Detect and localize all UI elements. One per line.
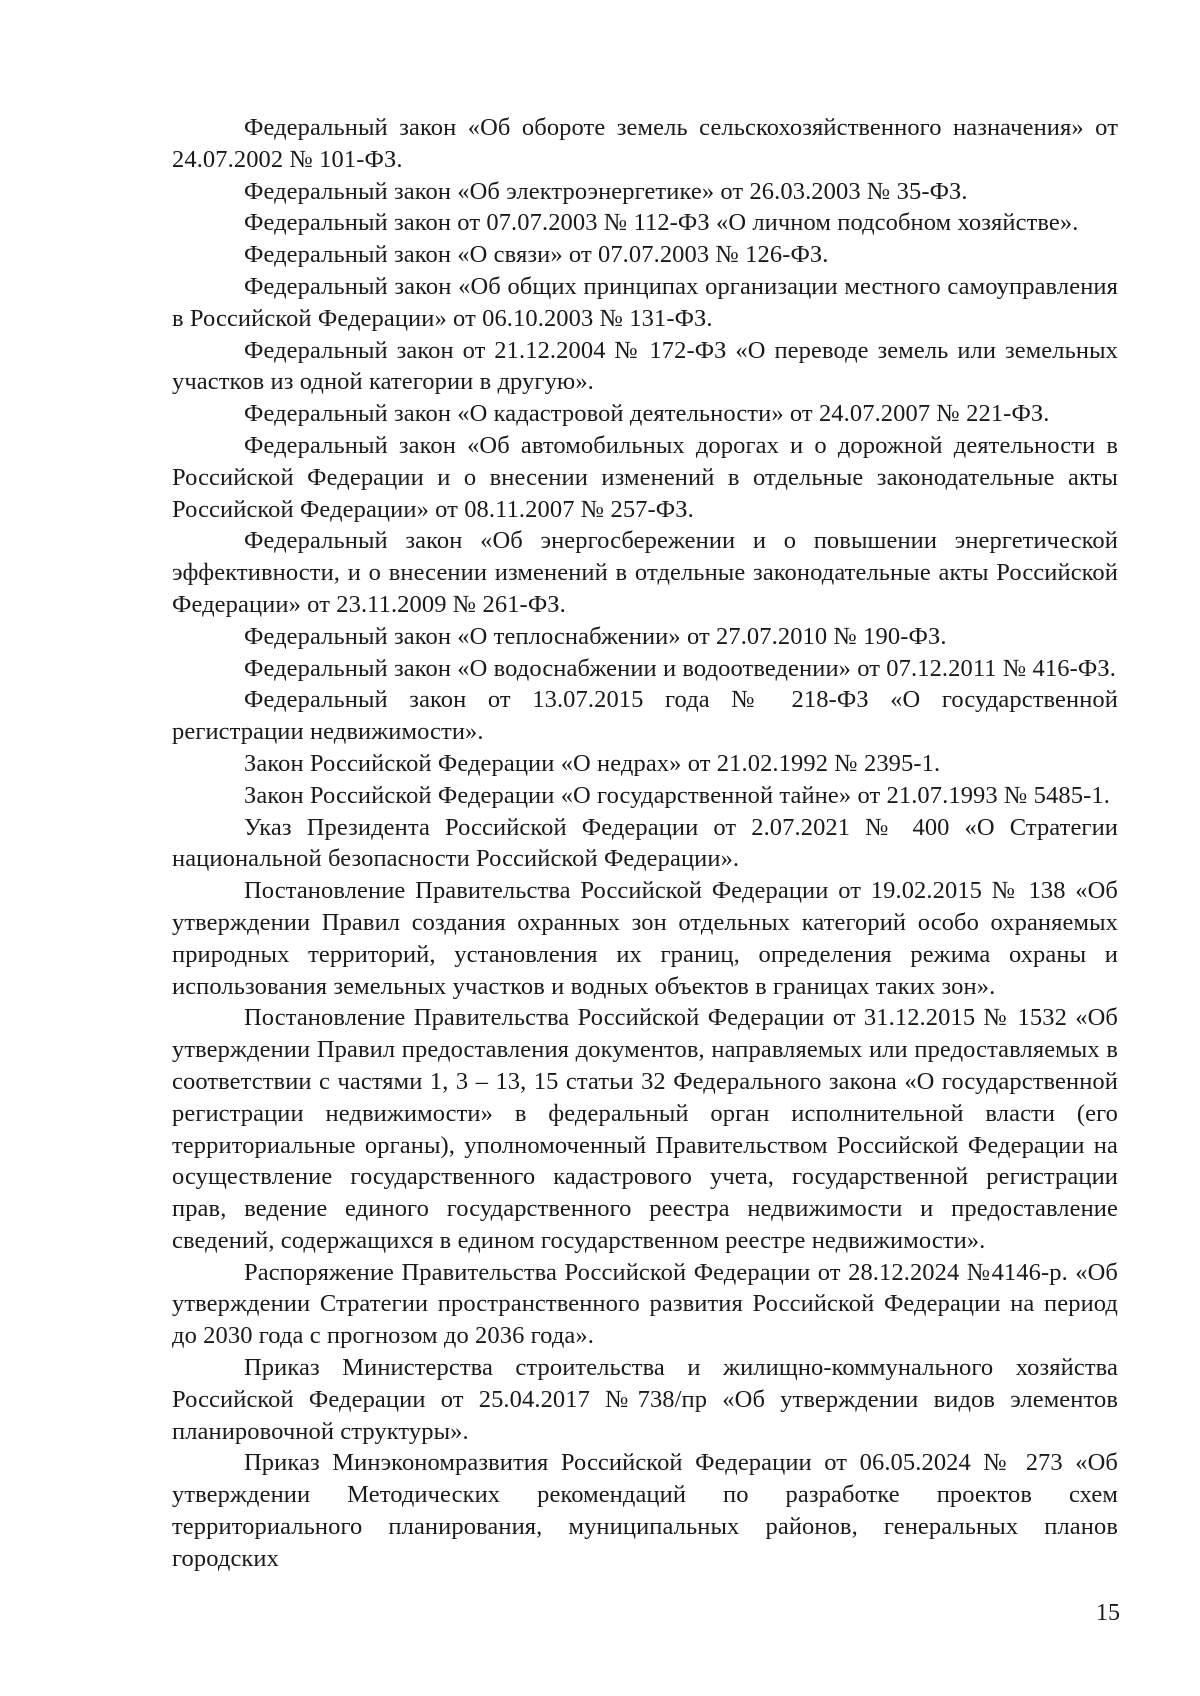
paragraph: Федеральный закон «О связи» от 07.07.2003 № 126-ФЗ. xyxy=(244,241,829,269)
paragraph: Приказ Минэкономразвития Российской Федерации от 06.05.2024 № 273 «Об утверждении Методических рекомендаций по разработке проектов схем территориального планирования, муниципальных районов, генеральных планов городских xyxy=(172,1449,1118,1572)
paragraph: Федеральный закон «О теплоснабжении» от 27.07.2010 № 190-ФЗ. xyxy=(244,622,947,650)
paragraph: Федеральный закон «Об энергосбережении и о повышении энергетической эффективности, и о внесении изменений в отдельные законодательные акты Российской Федерации» от 23.11.2009 № 261-ФЗ. xyxy=(172,527,1118,618)
page-number: 15 xyxy=(1096,1600,1120,1626)
paragraph: Федеральный закон «О кадастровой деятельности» от 24.07.2007 № 221-ФЗ. xyxy=(244,400,1050,428)
paragraph: Федеральный закон «Об обороте земель сельскохозяйственного назначения» от 24.07.2002 № 101-ФЗ. xyxy=(172,114,1118,173)
paragraph: Федеральный закон «Об общих принципах организации местного самоуправления в Российской Федерации» от 06.10.2003 № 131-ФЗ. xyxy=(172,272,1118,332)
paragraph: Постановление Правительства Российской Федерации от 19.02.2015 № 138 «Об утверждении Правил создания охранных зон отдельных категорий особо охраняемых природных территорий, установления их границ, определения режима охраны и использования земельных участков и водных объектов в границах таких зон». xyxy=(172,877,1118,1000)
paragraph: Федеральный закон «Об автомобильных дорогах и о дорожной деятельности в Российской Федерации и о внесении изменений в отдельные законодательные акты Российской Федерации» от 08.11.2007 № 257-ФЗ. xyxy=(172,431,1118,523)
paragraph: Закон Российской Федерации «О государственной тайне» от 21.07.1993 № 5485-1. xyxy=(244,781,1110,809)
paragraph: Распоряжение Правительства Российской Федерации от 28.12.2024 №4146-р. «Об утверждении Стратегии пространственного развития Российской Федерации на период до 2030 года с прогнозом до 2036 года». xyxy=(172,1258,1118,1350)
paragraph: Постановление Правительства Российской Федерации от 31.12.2015 № 1532 «Об утверждении Правил предоставления документов, направляемых или предоставляемых в соответствии с частями 1, 3 – 13, 15 статьи 32 Федерального закона «О государственной регистрации недвижимости» в федеральный орган исполнительной власти (его территориальные органы), уполномоченный Правительством Российской Федерации на осуществление государственного кадастрового учета, государственной регистрации прав, ведение единого государственного реестра недвижимости и предоставление сведений, содержащихся в едином государственном реестре недвижимости». xyxy=(172,1004,1118,1254)
paragraph: Закон Российской Федерации «О недрах» от 21.02.1992 № 2395-1. xyxy=(244,749,941,777)
paragraph: Приказ Министерства строительства и жилищно-коммунального хозяйства Российской Федерации от 25.04.2017 №738/пр «Об утверждении видов элементов планировочной структуры». xyxy=(172,1354,1118,1445)
paragraph: Федеральный закон от 13.07.2015 года № 218-ФЗ «О государственной регистрации недвижимости». xyxy=(172,686,1118,746)
paragraph: Указ Президента Российской Федерации от 2.07.2021 № 400 «О Стратегии национальной безопасности Российской Федерации». xyxy=(172,813,1118,873)
paragraph: Федеральный закон «Об электроэнергетике» от 26.03.2003 № 35-ФЗ. xyxy=(244,177,968,205)
document-body xyxy=(172,112,1118,1575)
paragraph: Федеральный закон от 07.07.2003 № 112-ФЗ «О личном подсобном хозяйстве». xyxy=(244,209,1079,237)
paragraph: Федеральный закон «О водоснабжении и водоотведении» от 07.12.2011 № 416-ФЗ. xyxy=(244,654,1116,682)
paragraph: Федеральный закон от 21.12.2004 № 172-ФЗ «О переводе земель или земельных участков из одной категории в другую». xyxy=(172,336,1118,396)
